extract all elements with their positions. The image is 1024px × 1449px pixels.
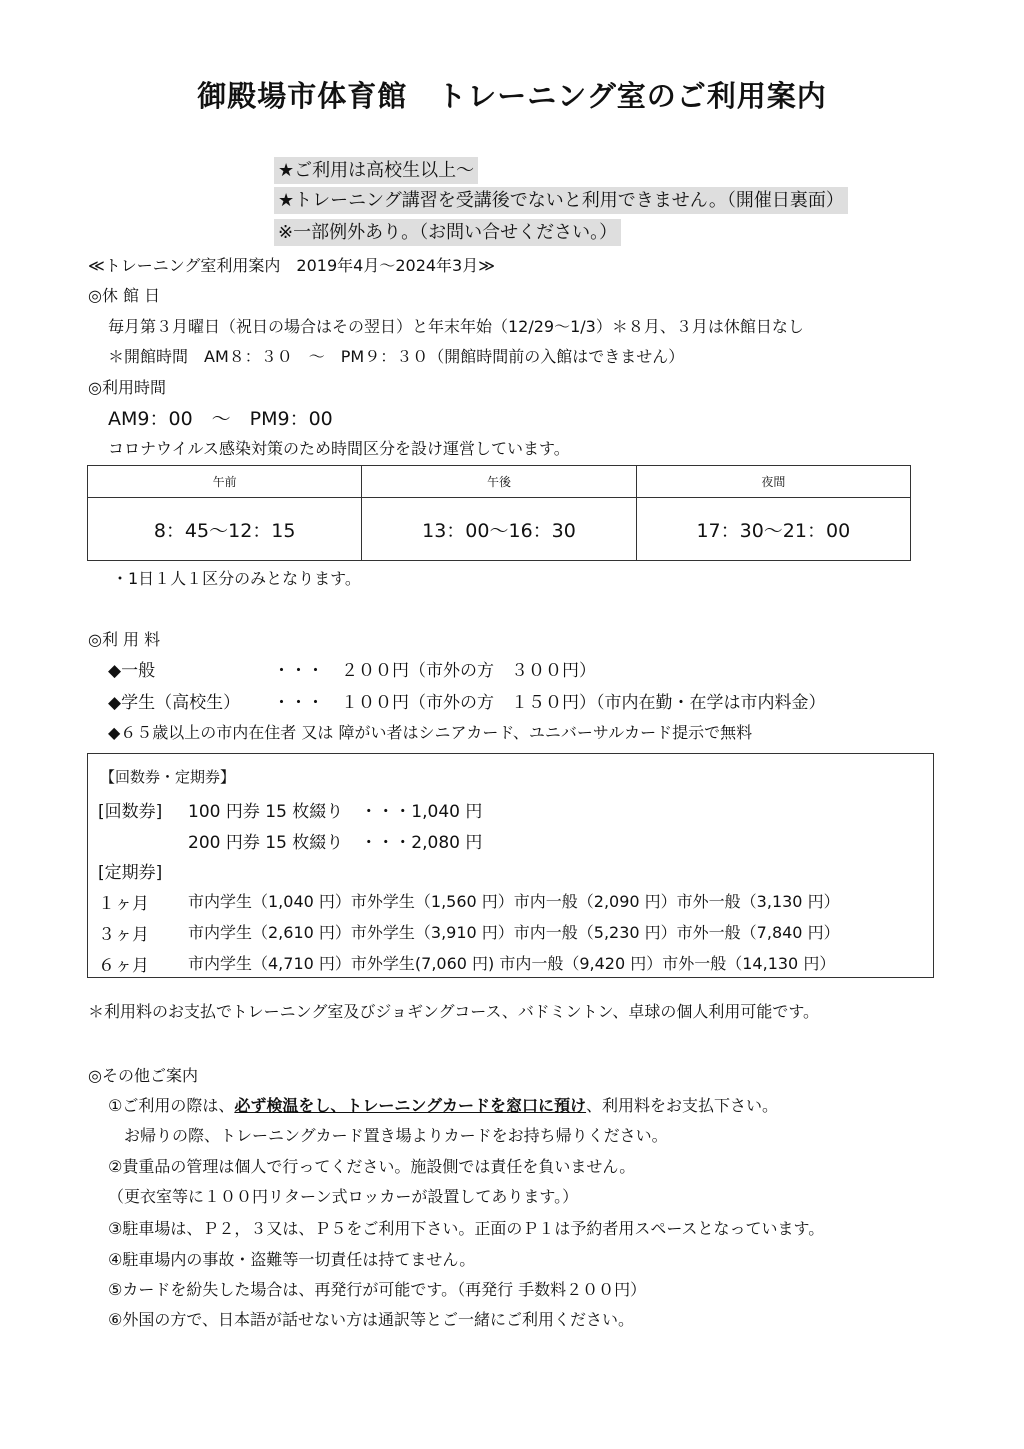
fee-general-price: ・・・ ２００円（市外の方 ３００円） — [273, 661, 596, 681]
pass-prices: 市内学生（1,040 円）市外学生（1,560 円）市内一般（2,090 円）市外一般（3,130 円） — [188, 892, 840, 911]
other-item-1-cont: お帰りの際、トレーニングカード置き場よりカードをお持ち帰りください。 — [124, 1126, 668, 1145]
pass-label: [定期券] — [98, 863, 163, 883]
notice-exception: ※一部例外あり。（お問い合せください。） — [274, 219, 621, 246]
closed-heading: ◎休 館 日 — [88, 286, 161, 305]
other-item-5: ⑤カードを紛失した場合は、再発行が可能です。（再発行 手数料２００円） — [108, 1280, 647, 1299]
session-time: 8：45～12：15 — [153, 519, 296, 542]
session-header: 午前 — [88, 466, 361, 498]
session-afternoon — [362, 466, 636, 560]
period-heading: ≪トレーニング室利用案内 2019年4月～2024年3月≫ — [88, 256, 495, 275]
pass-prices: 市内学生（2,610 円）市外学生（3,910 円）市内一般（5,230 円）市外一般（7,840 円） — [188, 923, 840, 942]
session-note: ・1日１人１区分のみとなります。 — [112, 569, 361, 588]
session-header: 夜間 — [637, 466, 910, 498]
usage-hours: AM9：00 ～ PM9：00 — [108, 408, 333, 430]
hours-heading: ◎利用時間 — [88, 378, 166, 397]
facility-note: ＊利用料のお支払でトレーニング室及びジョギングコース、バドミントン、卓球の個人利用可能です。 — [88, 1002, 820, 1021]
pass-term: １ヶ月 — [98, 894, 149, 914]
pass-term: ３ヶ月 — [98, 925, 149, 945]
fees-heading: ◎利 用 料 — [88, 630, 161, 649]
item1-emphasis: 必ず検温をし、トレーニングカードを窓口に預け — [234, 1096, 587, 1115]
other-item-2: ②貴重品の管理は個人で行ってください。施設側では責任を負いません。 — [108, 1157, 636, 1176]
other-item-6: ⑥外国の方で、日本語が話せない方は通訳等とご一緒にご利用ください。 — [108, 1310, 635, 1329]
coupon-label: [回数券] — [98, 802, 163, 822]
other-item-1 — [108, 1094, 778, 1118]
ticket-heading: 【回数券・定期券】 — [100, 768, 236, 786]
session-header: 午後 — [362, 466, 635, 498]
fee-student-label: ◆学生（高校生） — [108, 693, 241, 713]
ticket-box — [87, 753, 934, 978]
session-time: 17：30～21：00 — [696, 519, 851, 542]
fee-student-price: ・・・ １００円（市外の方 １５０円）（市内在勤・在学は市内料金） — [273, 693, 826, 713]
other-item-3: ③駐車場は、Ｐ２，３又は、Ｐ５をご利用下さい。正面のＰ１は予約者用スペースとなっています。 — [108, 1219, 825, 1238]
other-item-2-cont: （更衣室等に１００円リターン式ロッカーが設置してあります。） — [108, 1187, 579, 1206]
session-night — [637, 466, 910, 560]
coupon-200: 200 円券 15 枚綴り ・・・2,080 円 — [188, 833, 483, 853]
other-item-4: ④駐車場内の事故・盗難等一切責任は持てません。 — [108, 1250, 476, 1269]
session-morning — [88, 466, 362, 560]
pass-prices: 市内学生（4,710 円）市外学生(7,060 円) 市内一般（9,420 円）市外一般（14,130 円） — [188, 954, 836, 973]
item1-pre: ①ご利用の際は、 — [108, 1096, 235, 1115]
pass-term: ６ヶ月 — [98, 956, 149, 976]
covid-note: コロナウイルス感染対策のため時間区分を設け運営しています。 — [108, 439, 570, 458]
session-time: 13：00～16：30 — [422, 519, 576, 542]
coupon-100: 100 円券 15 枚綴り ・・・1,040 円 — [188, 802, 483, 822]
other-heading: ◎その他ご案内 — [88, 1066, 198, 1085]
fee-senior: ◆６５歳以上の市内在住者 又は 障がい者はシニアカード、ユニバーサルカード提示で無料 — [108, 723, 753, 742]
notice-training-course: ★トレーニング講習を受講後でないと利用できません。（開催日裏面） — [274, 187, 848, 214]
item1-post: 、利用料をお支払下さい。 — [586, 1096, 779, 1115]
fee-general-label: ◆一般 — [108, 661, 156, 681]
closed-days: 毎月第３月曜日（祝日の場合はその翌日）と年末年始（12/29～1/3）＊８月、３月は休館日なし — [108, 317, 804, 336]
page-title: 御殿場市体育館 トレーニング室のご利用案内 — [197, 79, 827, 113]
session-table — [87, 465, 911, 561]
opening-hours: ＊開館時間 AM８：３０ ～ PM９：３０（開館時間前の入館はできません） — [108, 347, 685, 366]
notice-age: ★ご利用は高校生以上～ — [274, 157, 478, 184]
